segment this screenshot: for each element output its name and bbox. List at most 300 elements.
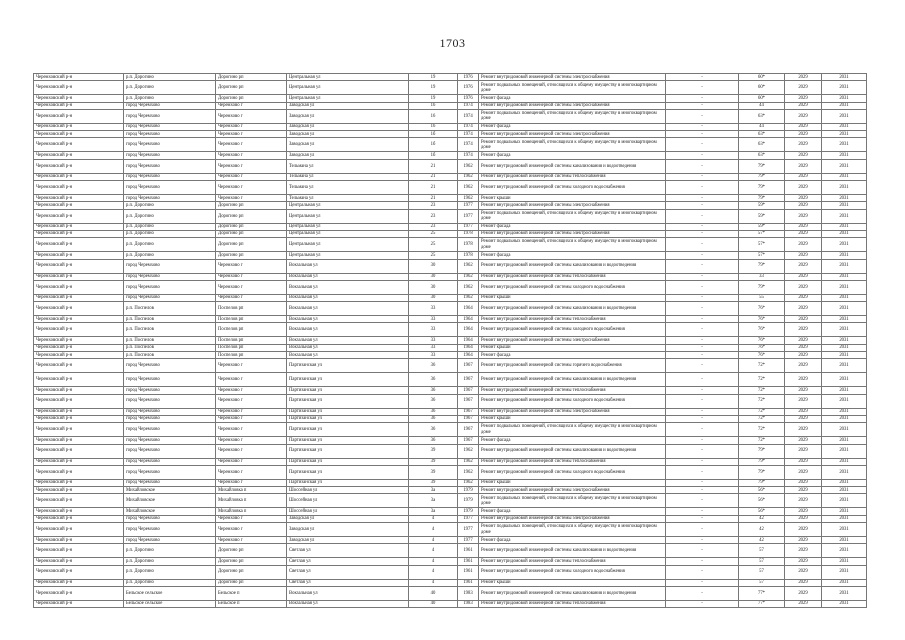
table-row bbox=[34, 131, 867, 138]
cell-dash: - bbox=[666, 387, 739, 394]
cell-year-start: 2029 bbox=[785, 565, 822, 579]
cell-dash: - bbox=[666, 152, 739, 159]
cell-work-type: Ремонт крыши bbox=[479, 294, 666, 301]
cell-locality: Черемхово г bbox=[216, 259, 287, 273]
cell-district: Черемховский р-н bbox=[34, 494, 124, 508]
cell-work-type: Ремонт внутридомовой инженерной системы теплоснабжения bbox=[479, 273, 666, 280]
cell-year-start: 2029 bbox=[785, 294, 822, 301]
cell-work-type: Ремонт внутридомовой инженерной системы канализования и водоотведения bbox=[479, 544, 666, 558]
cell-municipality: город Черемхово bbox=[124, 387, 216, 394]
cell-dash: - bbox=[666, 515, 739, 522]
cell-year-end: 2031 bbox=[822, 152, 867, 159]
cell-locality: Черемхово г bbox=[216, 458, 287, 465]
cell-build-year: 1962 bbox=[458, 479, 479, 486]
cell-value: 60* bbox=[739, 95, 785, 102]
cell-street: Светлая ул bbox=[287, 558, 409, 565]
cell-build-year: 1979 bbox=[458, 487, 479, 494]
cell-house-number: 1б bbox=[409, 152, 458, 159]
table-row bbox=[34, 252, 867, 259]
cell-dash: - bbox=[666, 508, 739, 515]
cell-year-start: 2029 bbox=[785, 74, 822, 81]
table-row bbox=[34, 373, 867, 387]
cell-house-number: 40 bbox=[409, 600, 458, 607]
cell-build-year: 1979 bbox=[458, 494, 479, 508]
cell-municipality: город Черемхово bbox=[124, 444, 216, 458]
cell-district: Черемховский р-н bbox=[34, 102, 124, 109]
table-row bbox=[34, 415, 867, 422]
cell-municipality: р.п. Дорогино bbox=[124, 74, 216, 81]
cell-build-year: 1976 bbox=[458, 95, 479, 102]
cell-municipality: р.п. Дорогино bbox=[124, 81, 216, 95]
cell-street: Партизанская ул bbox=[287, 437, 409, 444]
cell-house-number: 33 bbox=[409, 302, 458, 316]
cell-year-start: 2029 bbox=[785, 508, 822, 515]
cell-year-end: 2031 bbox=[822, 294, 867, 301]
cell-dash: - bbox=[666, 444, 739, 458]
cell-house-number: 4 bbox=[409, 515, 458, 522]
cell-work-type: Ремонт внутридомовой инженерной системы теплоснабжения bbox=[479, 387, 666, 394]
cell-street: Партизанская ул bbox=[287, 423, 409, 437]
cell-build-year: 1961 bbox=[458, 544, 479, 558]
cell-value: 56* bbox=[739, 494, 785, 508]
cell-locality: Черемхово г bbox=[216, 102, 287, 109]
cell-district: Черемховский р-н bbox=[34, 544, 124, 558]
cell-locality: Черемхово г bbox=[216, 280, 287, 294]
cell-year-start: 2029 bbox=[785, 394, 822, 408]
cell-street: Вокзальная ул bbox=[287, 352, 409, 359]
cell-district: Черемховский р-н bbox=[34, 437, 124, 444]
cell-district: Черемховский р-н bbox=[34, 423, 124, 437]
cell-municipality: город Черемхово bbox=[124, 280, 216, 294]
cell-year-end: 2031 bbox=[822, 238, 867, 252]
table-row bbox=[34, 74, 867, 81]
cell-work-type: Ремонт внутридомовой инженерной системы электроснабжения bbox=[479, 74, 666, 81]
cell-house-number: 16 bbox=[409, 123, 458, 130]
cell-build-year: 1964 bbox=[458, 316, 479, 323]
cell-house-number: 25 bbox=[409, 252, 458, 259]
cell-build-year: 1974 bbox=[458, 138, 479, 152]
cell-build-year: 1962 bbox=[458, 273, 479, 280]
cell-district: Черемховский р-н bbox=[34, 202, 124, 209]
cell-street: Партизанская ул bbox=[287, 465, 409, 479]
cell-build-year: 1964 bbox=[458, 344, 479, 351]
cell-street: Партизанская ул bbox=[287, 359, 409, 373]
cell-work-type: Ремонт внутридомовой инженерной системы холодного водоснабжения bbox=[479, 181, 666, 195]
cell-locality: Черемхово г bbox=[216, 173, 287, 180]
cell-locality: Черемхово г bbox=[216, 123, 287, 130]
table-row bbox=[34, 294, 867, 301]
cell-district: Черемховский р-н bbox=[34, 302, 124, 316]
cell-year-end: 2031 bbox=[822, 302, 867, 316]
cell-year-end: 2031 bbox=[822, 394, 867, 408]
cell-house-number: 19 bbox=[409, 95, 458, 102]
cell-year-end: 2031 bbox=[822, 373, 867, 387]
cell-house-number: 33 bbox=[409, 323, 458, 337]
cell-year-end: 2031 bbox=[822, 74, 867, 81]
cell-district: Черемховский р-н bbox=[34, 173, 124, 180]
cell-locality: Дорогино рп bbox=[216, 202, 287, 209]
cell-year-start: 2029 bbox=[785, 109, 822, 123]
cell-work-type: Ремонт крыши bbox=[479, 195, 666, 202]
cell-locality: Михайловка п bbox=[216, 494, 287, 508]
cell-municipality: город Черемхово bbox=[124, 423, 216, 437]
cell-locality: Дорогино рп bbox=[216, 558, 287, 565]
table-row bbox=[34, 280, 867, 294]
cell-house-number: 4 bbox=[409, 579, 458, 586]
cell-street: Вокзальная ул bbox=[287, 294, 409, 301]
cell-street: Вокзальная ул bbox=[287, 344, 409, 351]
cell-dash: - bbox=[666, 479, 739, 486]
cell-year-start: 2029 bbox=[785, 437, 822, 444]
cell-year-end: 2031 bbox=[822, 586, 867, 600]
cell-value: 77* bbox=[739, 586, 785, 600]
cell-year-end: 2031 bbox=[822, 202, 867, 209]
cell-district: Черемховский р-н bbox=[34, 579, 124, 586]
table-row bbox=[34, 259, 867, 273]
cell-street: Партизанская ул bbox=[287, 394, 409, 408]
cell-value: 59* bbox=[739, 209, 785, 223]
cell-build-year: 1964 bbox=[458, 352, 479, 359]
cell-year-end: 2031 bbox=[822, 81, 867, 95]
cell-build-year: 1961 bbox=[458, 565, 479, 579]
cell-street: Партизанская ул bbox=[287, 458, 409, 465]
cell-year-end: 2031 bbox=[822, 138, 867, 152]
table-row bbox=[34, 515, 867, 522]
cell-value: 72* bbox=[739, 415, 785, 422]
cell-municipality: город Черемхово bbox=[124, 465, 216, 479]
cell-build-year: 1978 bbox=[458, 230, 479, 237]
cell-work-type: Ремонт внутридомовой инженерной системы электроснабжения bbox=[479, 131, 666, 138]
cell-year-start: 2029 bbox=[785, 302, 822, 316]
cell-street: Центральная ул bbox=[287, 230, 409, 237]
cell-year-end: 2031 bbox=[822, 131, 867, 138]
cell-municipality: Михайловское bbox=[124, 487, 216, 494]
table-row bbox=[34, 273, 867, 280]
cell-municipality: р.п. Дорогино bbox=[124, 202, 216, 209]
cell-street: Тельмана ул bbox=[287, 159, 409, 173]
cell-district: Черемховский р-н bbox=[34, 565, 124, 579]
cell-house-number: 36 bbox=[409, 408, 458, 415]
cell-locality: Черемхово г bbox=[216, 444, 287, 458]
cell-house-number: 33 bbox=[409, 352, 458, 359]
cell-value: 57 bbox=[739, 565, 785, 579]
cell-build-year: 1967 bbox=[458, 415, 479, 422]
cell-build-year: 1967 bbox=[458, 423, 479, 437]
cell-value: 76* bbox=[739, 337, 785, 344]
cell-street: Вокзальная ул bbox=[287, 337, 409, 344]
cell-house-number: 1б bbox=[409, 138, 458, 152]
table-row bbox=[34, 202, 867, 209]
cell-municipality: город Черемхово bbox=[124, 109, 216, 123]
cell-municipality: р.п. Поспелов bbox=[124, 323, 216, 337]
cell-year-end: 2031 bbox=[822, 359, 867, 373]
cell-municipality: город Черемхово bbox=[124, 259, 216, 273]
cell-year-start: 2029 bbox=[785, 586, 822, 600]
cell-work-type: Ремонт внутридомовой инженерной системы теплоснабжения bbox=[479, 558, 666, 565]
cell-build-year: 1967 bbox=[458, 387, 479, 394]
cell-dash: - bbox=[666, 558, 739, 565]
cell-value: 72* bbox=[739, 387, 785, 394]
cell-municipality: Бельское сельское bbox=[124, 600, 216, 607]
cell-build-year: 1961 bbox=[458, 579, 479, 586]
cell-year-start: 2029 bbox=[785, 487, 822, 494]
cell-year-end: 2031 bbox=[822, 423, 867, 437]
cell-dash: - bbox=[666, 109, 739, 123]
cell-dash: - bbox=[666, 437, 739, 444]
cell-value: 72* bbox=[739, 359, 785, 373]
cell-work-type: Ремонт внутридомовой инженерной системы теплоснабжения bbox=[479, 173, 666, 180]
cell-street: Светлая ул bbox=[287, 579, 409, 586]
cell-year-start: 2029 bbox=[785, 387, 822, 394]
cell-district: Черемховский р-н bbox=[34, 344, 124, 351]
cell-value: 76* bbox=[739, 302, 785, 316]
cell-locality: Черемхово г bbox=[216, 152, 287, 159]
cell-municipality: город Черемхово bbox=[124, 138, 216, 152]
cell-district: Черемховский р-н bbox=[34, 479, 124, 486]
cell-district: Черемховский р-н bbox=[34, 359, 124, 373]
cell-municipality: город Черемхово bbox=[124, 173, 216, 180]
cell-year-start: 2029 bbox=[785, 423, 822, 437]
cell-dash: - bbox=[666, 181, 739, 195]
cell-district: Черемховский р-н bbox=[34, 131, 124, 138]
cell-build-year: 1967 bbox=[458, 373, 479, 387]
cell-year-start: 2029 bbox=[785, 316, 822, 323]
cell-dash: - bbox=[666, 230, 739, 237]
cell-year-end: 2031 bbox=[822, 259, 867, 273]
cell-year-end: 2031 bbox=[822, 565, 867, 579]
cell-dash: - bbox=[666, 123, 739, 130]
cell-street: Вокзальная ул bbox=[287, 323, 409, 337]
cell-locality: Дорогино рп bbox=[216, 209, 287, 223]
cell-build-year: 1974 bbox=[458, 131, 479, 138]
cell-year-start: 2029 bbox=[785, 537, 822, 544]
cell-build-year: 1962 bbox=[458, 465, 479, 479]
cell-street: Светлая ул bbox=[287, 565, 409, 579]
cell-street: Шоссейная ул bbox=[287, 487, 409, 494]
cell-dash: - bbox=[666, 423, 739, 437]
cell-street: Центральная ул bbox=[287, 81, 409, 95]
table-row bbox=[34, 423, 867, 437]
cell-dash: - bbox=[666, 586, 739, 600]
cell-street: Шоссейная ул bbox=[287, 494, 409, 508]
cell-municipality: р.п. Поспелов bbox=[124, 352, 216, 359]
cell-build-year: 1983 bbox=[458, 586, 479, 600]
cell-value: 76* bbox=[739, 316, 785, 323]
cell-year-start: 2029 bbox=[785, 102, 822, 109]
cell-dash: - bbox=[666, 487, 739, 494]
cell-value: 79* bbox=[739, 259, 785, 273]
cell-year-start: 2029 bbox=[785, 494, 822, 508]
cell-district: Черемховский р-н bbox=[34, 181, 124, 195]
cell-district: Черемховский р-н bbox=[34, 81, 124, 95]
cell-locality: Черемхово г bbox=[216, 359, 287, 373]
cell-build-year: 1974 bbox=[458, 152, 479, 159]
table-row bbox=[34, 352, 867, 359]
cell-district: Черемховский р-н bbox=[34, 323, 124, 337]
cell-district: Черемховский р-н bbox=[34, 74, 124, 81]
cell-municipality: р.п. Дорогино bbox=[124, 95, 216, 102]
cell-locality: Бельское п bbox=[216, 600, 287, 607]
table-row bbox=[34, 159, 867, 173]
cell-year-start: 2029 bbox=[785, 579, 822, 586]
cell-build-year: 1962 bbox=[458, 294, 479, 301]
cell-street: Заводская ул bbox=[287, 523, 409, 537]
cell-municipality: р.п. Поспелов bbox=[124, 302, 216, 316]
cell-district: Черемховский р-н bbox=[34, 259, 124, 273]
cell-dash: - bbox=[666, 415, 739, 422]
cell-year-start: 2029 bbox=[785, 558, 822, 565]
cell-dash: - bbox=[666, 294, 739, 301]
cell-street: Партизанская ул bbox=[287, 387, 409, 394]
cell-work-type: Ремонт крыши bbox=[479, 344, 666, 351]
cell-year-end: 2031 bbox=[822, 337, 867, 344]
cell-house-number: 21 bbox=[409, 195, 458, 202]
cell-street: Партизанская ул bbox=[287, 479, 409, 486]
cell-street: Вокзальная ул bbox=[287, 316, 409, 323]
cell-house-number: 39 bbox=[409, 479, 458, 486]
cell-work-type: Ремонт внутридомовой инженерной системы электроснабжения bbox=[479, 487, 666, 494]
cell-street: Вокзальная ул bbox=[287, 273, 409, 280]
cell-house-number: 3а bbox=[409, 494, 458, 508]
cell-street: Партизанская ул bbox=[287, 444, 409, 458]
cell-locality: Дорогино рп bbox=[216, 544, 287, 558]
cell-municipality: город Черемхово bbox=[124, 394, 216, 408]
cell-municipality: Михайловское bbox=[124, 494, 216, 508]
cell-work-type: Ремонт внутридомовой инженерной системы канализования и водоотведения bbox=[479, 586, 666, 600]
cell-work-type: Ремонт фасада bbox=[479, 437, 666, 444]
cell-work-type: Ремонт внутридомовой инженерной системы электроснабжения bbox=[479, 230, 666, 237]
cell-district: Черемховский р-н bbox=[34, 515, 124, 522]
cell-locality: Поспелов рп bbox=[216, 316, 287, 323]
cell-value: 79* bbox=[739, 444, 785, 458]
cell-street: Шоссейная ул bbox=[287, 508, 409, 515]
cell-value: 44 bbox=[739, 123, 785, 130]
cell-district: Черемховский р-н bbox=[34, 316, 124, 323]
cell-district: Черемховский р-н bbox=[34, 373, 124, 387]
cell-value: 77* bbox=[739, 600, 785, 607]
cell-house-number: 4 bbox=[409, 523, 458, 537]
cell-value: 60* bbox=[739, 74, 785, 81]
cell-locality: Дорогино рп bbox=[216, 565, 287, 579]
cell-dash: - bbox=[666, 102, 739, 109]
cell-municipality: город Черемхово bbox=[124, 195, 216, 202]
cell-municipality: р.п. Дорогино bbox=[124, 565, 216, 579]
cell-work-type: Ремонт внутридомовой инженерной системы теплоснабжения bbox=[479, 458, 666, 465]
cell-house-number: 36 bbox=[409, 359, 458, 373]
cell-street: Вокзальная ул bbox=[287, 586, 409, 600]
cell-value: 63* bbox=[739, 152, 785, 159]
cell-municipality: город Черемхово bbox=[124, 415, 216, 422]
cell-municipality: Бельское сельское bbox=[124, 586, 216, 600]
cell-year-start: 2029 bbox=[785, 195, 822, 202]
cell-street: Центральная ул bbox=[287, 95, 409, 102]
cell-dash: - bbox=[666, 209, 739, 223]
cell-district: Черемховский р-н bbox=[34, 273, 124, 280]
repair-schedule-table bbox=[33, 73, 867, 608]
cell-value: 42 bbox=[739, 537, 785, 544]
cell-district: Черемховский р-н bbox=[34, 294, 124, 301]
cell-house-number: 39 bbox=[409, 465, 458, 479]
table-row bbox=[34, 95, 867, 102]
cell-value: 79* bbox=[739, 181, 785, 195]
cell-locality: Черемхово г bbox=[216, 373, 287, 387]
cell-year-start: 2029 bbox=[785, 159, 822, 173]
cell-value: 72* bbox=[739, 437, 785, 444]
cell-locality: Поспелов рп bbox=[216, 323, 287, 337]
cell-house-number: 30 bbox=[409, 294, 458, 301]
cell-value: 79* bbox=[739, 159, 785, 173]
cell-district: Черемховский р-н bbox=[34, 387, 124, 394]
cell-value: 57* bbox=[739, 252, 785, 259]
cell-house-number: 30 bbox=[409, 259, 458, 273]
cell-year-end: 2031 bbox=[822, 109, 867, 123]
table-row bbox=[34, 344, 867, 351]
cell-house-number: 36 bbox=[409, 415, 458, 422]
table-row bbox=[34, 394, 867, 408]
cell-work-type: Ремонт внутридомовой инженерной системы теплоснабжения bbox=[479, 600, 666, 607]
cell-year-end: 2031 bbox=[822, 352, 867, 359]
cell-dash: - bbox=[666, 74, 739, 81]
cell-work-type: Ремонт подвальных помещений, относящихся к общему имуществу в многоквартирном доме bbox=[479, 81, 666, 95]
cell-year-start: 2029 bbox=[785, 523, 822, 537]
cell-locality: Бельское п bbox=[216, 586, 287, 600]
cell-district: Черемховский р-н bbox=[34, 352, 124, 359]
cell-municipality: р.п. Дорогино bbox=[124, 558, 216, 565]
cell-municipality: город Черемхово bbox=[124, 159, 216, 173]
cell-dash: - bbox=[666, 537, 739, 544]
cell-value: 57 bbox=[739, 544, 785, 558]
cell-build-year: 1962 bbox=[458, 280, 479, 294]
cell-district: Черемховский р-н bbox=[34, 523, 124, 537]
cell-build-year: 1962 bbox=[458, 159, 479, 173]
cell-work-type: Ремонт внутридомовой инженерной системы холодного водоснабжения bbox=[479, 565, 666, 579]
cell-dash: - bbox=[666, 359, 739, 373]
cell-year-end: 2031 bbox=[822, 323, 867, 337]
cell-district: Черемховский р-н bbox=[34, 600, 124, 607]
cell-dash: - bbox=[666, 465, 739, 479]
cell-locality: Дорогино рп bbox=[216, 95, 287, 102]
cell-year-end: 2031 bbox=[822, 95, 867, 102]
cell-build-year: 1962 bbox=[458, 444, 479, 458]
cell-house-number: 40 bbox=[409, 586, 458, 600]
cell-build-year: 1962 bbox=[458, 181, 479, 195]
cell-house-number: 23 bbox=[409, 209, 458, 223]
cell-work-type: Ремонт крыши bbox=[479, 579, 666, 586]
cell-year-start: 2029 bbox=[785, 95, 822, 102]
cell-work-type: Ремонт внутридомовой инженерной системы канализования и водоотведения bbox=[479, 259, 666, 273]
cell-locality: Черемхово г bbox=[216, 195, 287, 202]
cell-municipality: р.п. Поспелов bbox=[124, 337, 216, 344]
cell-value: 56* bbox=[739, 508, 785, 515]
cell-year-start: 2029 bbox=[785, 544, 822, 558]
cell-year-end: 2031 bbox=[822, 273, 867, 280]
cell-work-type: Ремонт внутридомовой инженерной системы холодного водоснабжения bbox=[479, 323, 666, 337]
cell-house-number: 25 bbox=[409, 238, 458, 252]
cell-build-year: 1961 bbox=[458, 558, 479, 565]
cell-value: 42 bbox=[739, 523, 785, 537]
cell-work-type: Ремонт фасада bbox=[479, 123, 666, 130]
cell-work-type: Ремонт фасада bbox=[479, 223, 666, 230]
cell-municipality: Михайловское bbox=[124, 508, 216, 515]
cell-value: 76* bbox=[739, 323, 785, 337]
table-row bbox=[34, 195, 867, 202]
cell-year-end: 2031 bbox=[822, 344, 867, 351]
cell-street: Центральная ул bbox=[287, 209, 409, 223]
cell-value: 57 bbox=[739, 579, 785, 586]
cell-dash: - bbox=[666, 565, 739, 579]
table-row bbox=[34, 579, 867, 586]
cell-value: 72* bbox=[739, 408, 785, 415]
